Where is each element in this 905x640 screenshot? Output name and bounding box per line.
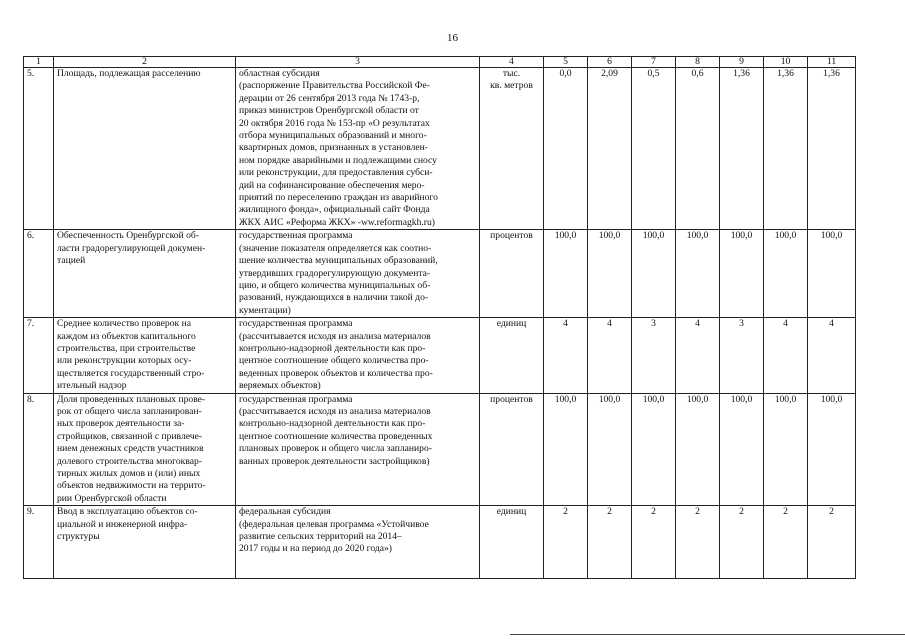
table-row	[24, 318, 856, 393]
header-cell: 3	[236, 57, 480, 68]
data-source: областная субсидия (распоряжение Правительства Российской Фе- дерации от 26 сентября 2013 года № 1743-р, приказ министров Оренбургской области от 20 октября 2016 года № 153-пр «О результатах отбора муниципальных образований и много- квартирных домов, признанных в установлен- ном порядке аварийными и подлежащими сносу или реконструкции, для предоставления субси- дий на софинансирование обеспечения меро- приятий по переселению граждан из аварийного жилищного фонда», официальный сайт Фонда ЖКХ АИС «Реформа ЖКХ» -ww.reformagkh.ru)	[236, 68, 480, 230]
value-cell: 2	[632, 506, 676, 579]
value-cell: 0,5	[632, 68, 676, 230]
value-cell: 100,0	[544, 230, 588, 318]
value-cell: 100,0	[632, 230, 676, 318]
header-cell: 10	[764, 57, 808, 68]
row-number: 6.	[24, 230, 54, 318]
indicator-name: Площадь, подлежащая расселению	[54, 68, 236, 230]
row-number: 7.	[24, 318, 54, 393]
indicator-name: Ввод в эксплуатацию объектов со- циальной и инженерной инфра- структуры	[54, 506, 236, 579]
header-cell: 6	[588, 57, 632, 68]
table-row	[24, 68, 856, 230]
value-cell: 2	[676, 506, 720, 579]
value-cell: 100,0	[632, 393, 676, 506]
value-cell: 4	[544, 318, 588, 393]
value-cell: 100,0	[676, 230, 720, 318]
row-number: 8.	[24, 393, 54, 506]
value-cell: 2,09	[588, 68, 632, 230]
value-cell: 4	[808, 318, 856, 393]
value-cell: 100,0	[764, 393, 808, 506]
data-source: государственная программа (рассчитывается исходя из анализа материалов контрольно-надзорной деятельности как про- центное соотношение количества проведенных плановых проверок и общего числа запланиро- ванных проверок деятельности застройщиков)	[236, 393, 480, 506]
indicator-name: Доля проведенных плановых прове- рок от общего числа запланирован- ных проверок деятельности за- стройщиков, связанной с привлече- нием денежных средств участников долевого строительства многоквар- тирных жилых домов и (или) иных объектов недвижимости на террито- рии Оренбургской области	[54, 393, 236, 506]
unit: единиц	[480, 318, 544, 393]
value-cell: 2	[764, 506, 808, 579]
table-row	[24, 506, 856, 579]
value-cell: 0,0	[544, 68, 588, 230]
table-row	[24, 230, 856, 318]
value-cell: 1,36	[720, 68, 764, 230]
value-cell: 2	[720, 506, 764, 579]
header-cell: 2	[54, 57, 236, 68]
bottom-divider	[510, 634, 905, 635]
value-cell: 1,36	[764, 68, 808, 230]
value-cell: 1,36	[808, 68, 856, 230]
data-source: государственная программа (рассчитывается исходя из анализа материалов контрольно-надзорной деятельности как про- центное соотношение общего количества про- веденных проверок объектов и количества про- веряемых объектов)	[236, 318, 480, 393]
header-cell: 4	[480, 57, 544, 68]
value-cell: 100,0	[808, 393, 856, 506]
unit: процентов	[480, 393, 544, 506]
value-cell: 100,0	[720, 393, 764, 506]
header-cell: 7	[632, 57, 676, 68]
value-cell: 3	[632, 318, 676, 393]
value-cell: 4	[764, 318, 808, 393]
header-cell: 1	[24, 57, 54, 68]
value-cell: 100,0	[808, 230, 856, 318]
header-row	[24, 57, 856, 68]
value-cell: 4	[676, 318, 720, 393]
table-row	[24, 393, 856, 506]
page-number: 16	[447, 32, 458, 44]
value-cell: 100,0	[676, 393, 720, 506]
header-cell: 9	[720, 57, 764, 68]
value-cell: 100,0	[588, 393, 632, 506]
value-cell: 2	[544, 506, 588, 579]
header-cell: 8	[676, 57, 720, 68]
header-cell: 11	[808, 57, 856, 68]
indicators-table	[23, 56, 856, 579]
row-number: 5.	[24, 68, 54, 230]
value-cell: 100,0	[764, 230, 808, 318]
indicator-name: Среднее количество проверок на каждом из объектов капитального строительства, при строительстве или реконструкции которых осу- ществляется государственный стро- ительный надзор	[54, 318, 236, 393]
value-cell: 3	[720, 318, 764, 393]
value-cell: 2	[588, 506, 632, 579]
value-cell: 2	[808, 506, 856, 579]
value-cell: 100,0	[720, 230, 764, 318]
data-source: государственная программа (значение показателя определяется как соотно- шение количества муниципальных образований, утвердивших градорегулирующую документа- цию, и общего количества муниципальных об- разований, нуждающихся в наличии такой до- кументации)	[236, 230, 480, 318]
unit: единиц	[480, 506, 544, 579]
indicator-name: Обеспеченность Оренбургской об- ласти градорегулирующей докумен- тацией	[54, 230, 236, 318]
value-cell: 100,0	[544, 393, 588, 506]
unit: тыс. кв. метров	[480, 68, 544, 230]
unit: процентов	[480, 230, 544, 318]
row-number: 9.	[24, 506, 54, 579]
value-cell: 100,0	[588, 230, 632, 318]
data-source: федеральная субсидия (федеральная целевая программа «Устойчивое развитие сельских территорий на 2014– 2017 годы и на период до 2020 года»)	[236, 506, 480, 579]
header-cell: 5	[544, 57, 588, 68]
value-cell: 4	[588, 318, 632, 393]
value-cell: 0,6	[676, 68, 720, 230]
